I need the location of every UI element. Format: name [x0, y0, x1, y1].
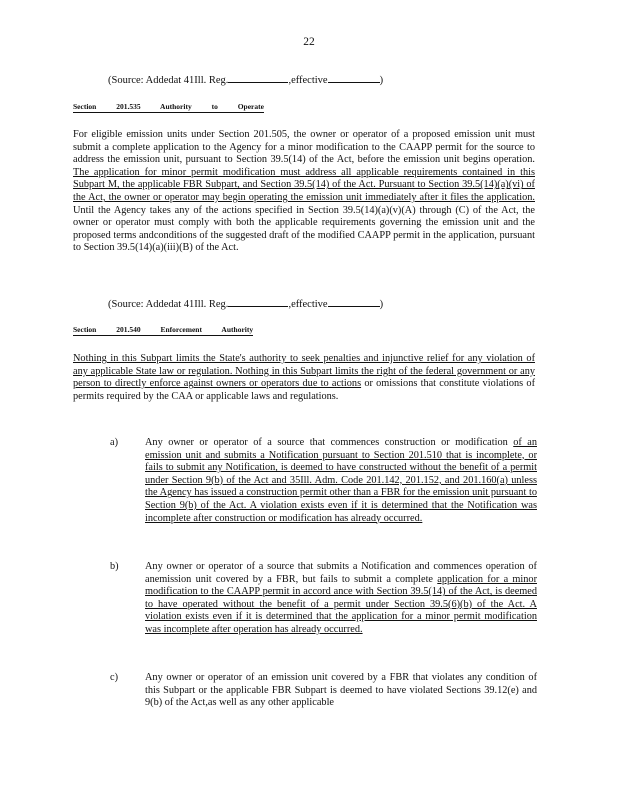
item-c-text: [145, 672, 537, 710]
section-535-body-plain: For eligible emission units under Section 201.505, the owner or operator of a proposed emission unit must submit a complete application to the Agency for a minor modification to the CAAPP permit for the source to address the emission unit, pursuant to Section 39.5(14) of the Act, before the emission unit begins operation.: [73, 129, 535, 166]
section-540-body: [73, 353, 535, 403]
source-note-2-suffix: ): [379, 299, 384, 310]
item-c-plain: Any owner or operator of an emission unit covered by a FBR that violates any condition of this Subpart or the applicable FBR Subpart is deemed to have violated Sections 39.12(e) and 9(b) of the Act,as well as any other applicable: [145, 672, 537, 709]
section-540-body-underlined: Nothing in this Subpart limits the State's authority to seek penalties and injunctive relief for any violation of any applicable State law or regulation. Nothing in this Subpart limits the right of the federal government or any person to directly enforce against owners or operators due to actions: [73, 353, 535, 390]
item-b-plain: Any owner or operator of a source that submits a Notification and commences operation of anemission unit covered by a FBR, but fails to submit a complete: [145, 561, 537, 585]
source-note-2-middle: ,effective: [288, 299, 328, 310]
source-note-2-prefix: (Source: Addedat 41Ill. Reg.: [108, 299, 229, 310]
source-note-1-suffix: ): [379, 75, 384, 86]
section-535-body: [73, 129, 535, 255]
section-540-heading: Section 201.540 Enforcement Authority: [73, 325, 254, 334]
source-note-1-reg-blank: [228, 72, 288, 83]
source-note-1-prefix: (Source: Addedat 41Ill. Reg.: [108, 75, 229, 86]
item-b-underlined: application for a minor modification to the CAAPP permit in accord ance with Section 39.5(14) of the Act, is deemed to have operated without the benefit of a permit under Section 39.5(6)(b) of the Act. A violation exists even if it is determined that the application for a minor permit modification was incomplete after operation has already occurred.: [145, 573, 537, 635]
source-note-2-reg-blank: [228, 296, 288, 307]
item-a-label: a): [110, 437, 118, 448]
source-note-2: [108, 296, 383, 310]
item-c-label: c): [110, 672, 118, 683]
section-540-body-plain: or omissions that constitute violations of permits required by the CAA or applicable laws and regulations.: [73, 378, 535, 402]
item-a-underlined: of an emission unit and submits a Notification pursuant to Section 201.510 that is incomplete, or fails to submit any Notification, is deemed to have constructed without the benefit of a permit under Section 9(b) of the Act and 35Ill. Adm. Code 201.142, 201.152, and 201.160(a) unless the Agency has issued a construction permit other than a FBR for the emission unit pursuant to Section 9(b) of the Act. A violation exists even if it is determined that the Notification was incomplete after construction or modification has already occurred.: [145, 437, 537, 524]
item-a-plain: Any owner or operator of a source that commences construction or modification: [145, 437, 514, 448]
source-note-1: [108, 72, 383, 86]
section-535-heading: Section 201.535 Authority to Operate: [73, 102, 264, 111]
source-note-1-middle: ,effective: [288, 75, 328, 86]
page-number: 22: [303, 36, 315, 48]
source-note-1-effective-blank: [328, 72, 380, 83]
section-535-body-plain-2: Until the Agency takes any of the actions specified in Section 39.5(14)(a)(v)(A) through (C) of the Act, the owner or operator must comply with both the applicable requirements governing the emission unit and the proposed terms andconditions of the suggested draft of the modified CAAPP permit in the application, pursuant to Section 39.5(14)(a)(iii)(B) of the Act.: [73, 204, 535, 254]
item-b-label: b): [110, 561, 119, 572]
section-535-body-underlined: The application for minor permit modification must address all applicable requirements contained in this Subpart M, the applicable FBR Subpart, and Section 39.5(14) of the Act. Pursuant to Section 39.5(14)(a)(vi) of the Act, the owner or operator may begin operating the emission unit immediately after it files the application.: [73, 166, 535, 203]
item-b-text: [145, 561, 537, 637]
item-a-text: [145, 437, 537, 525]
source-note-2-effective-blank: [328, 296, 380, 307]
